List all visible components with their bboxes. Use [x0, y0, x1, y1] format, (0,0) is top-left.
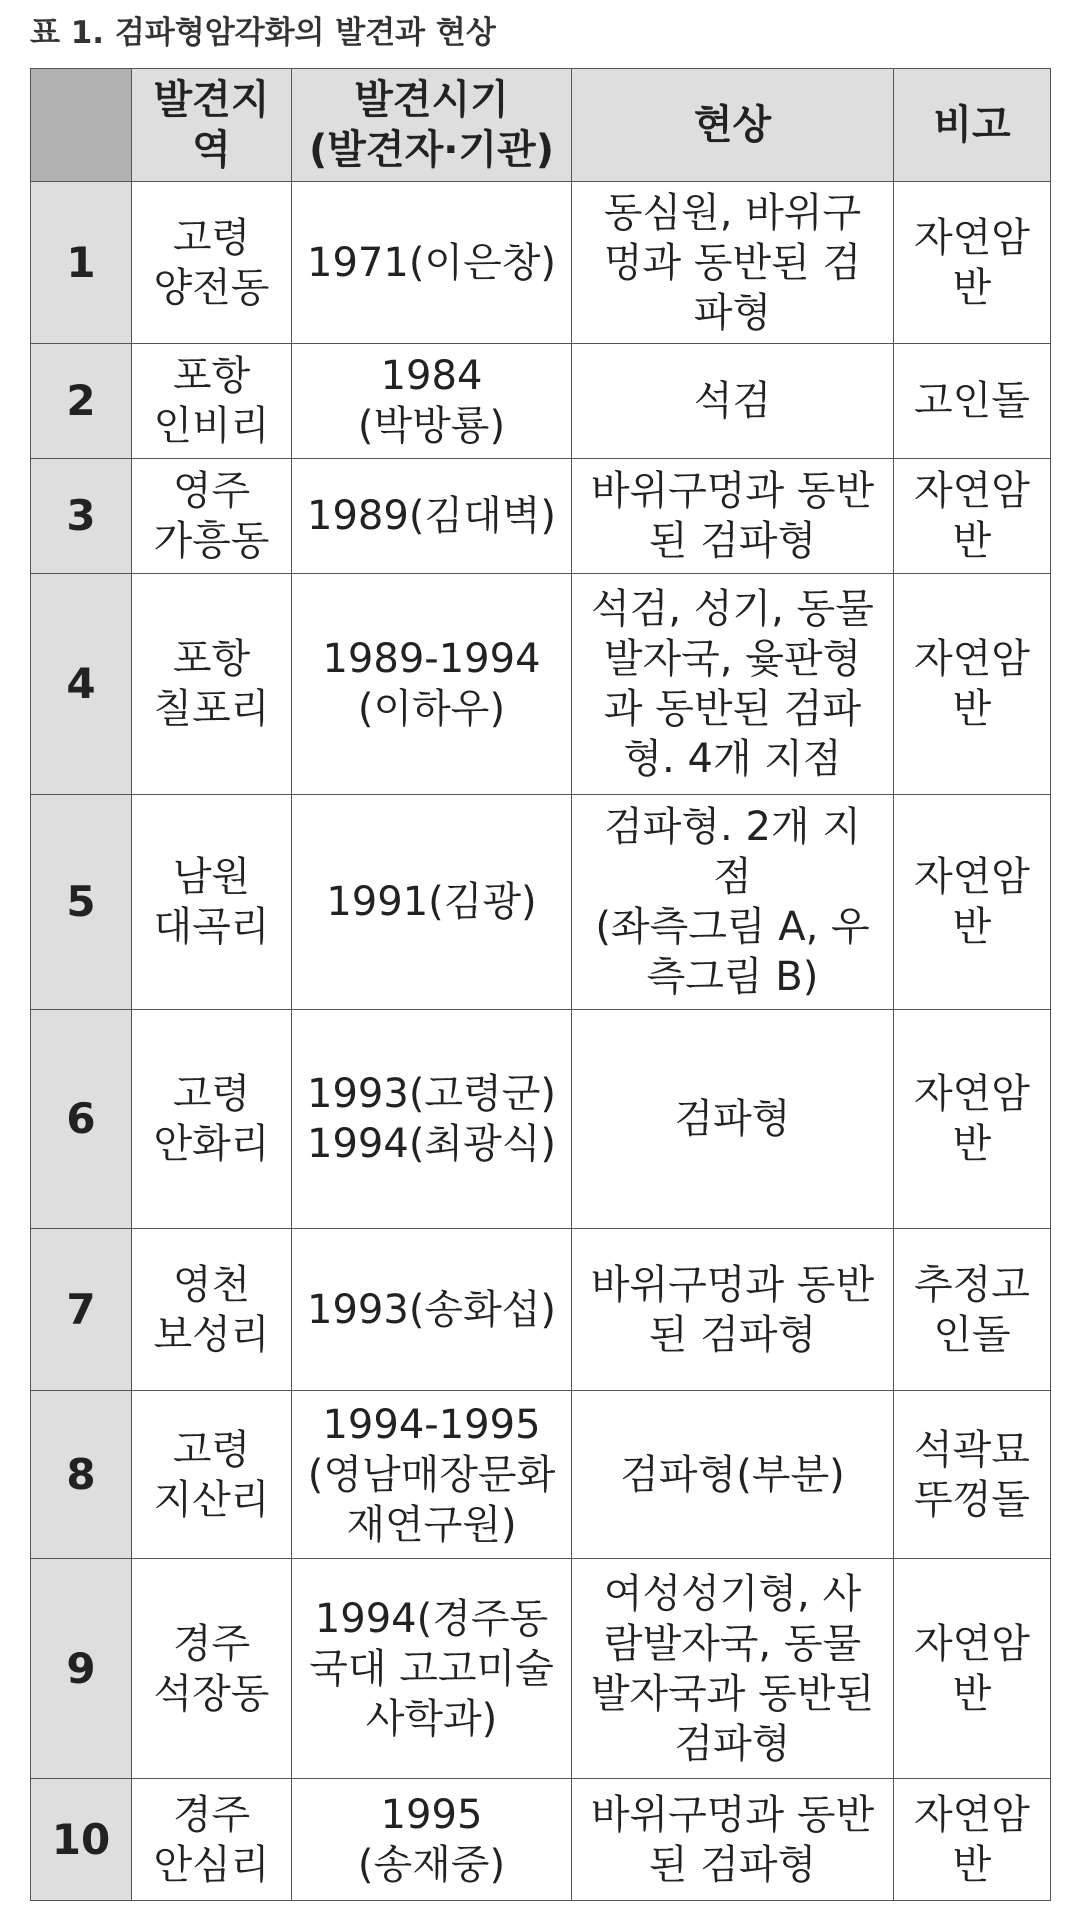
table-row	[31, 344, 1051, 459]
note-cell: 자연암반	[894, 795, 1051, 1010]
location-cell: 포항 인비리	[132, 344, 292, 459]
row-number: 6	[31, 1010, 132, 1229]
table-row	[31, 459, 1051, 574]
header-status: 현상	[572, 69, 894, 182]
location-cell: 영주 가흥동	[132, 459, 292, 574]
note-cell: 고인돌	[894, 344, 1051, 459]
discovery-cell: 1995 (송재중)	[292, 1779, 572, 1901]
table-header-row	[31, 69, 1051, 182]
note-cell: 자연암반	[894, 1779, 1051, 1901]
status-cell: 동심원, 바위구멍과 동반된 검파형	[572, 182, 894, 344]
status-cell: 석검, 성기, 동물발자국, 윷판형과 동반된 검파형. 4개 지점	[572, 574, 894, 795]
discovery-cell: 1971(이은창)	[292, 182, 572, 344]
status-cell: 바위구멍과 동반된 검파형	[572, 459, 894, 574]
note-cell: 자연암반	[894, 1010, 1051, 1229]
status-cell: 검파형(부분)	[572, 1391, 894, 1559]
row-number: 9	[31, 1559, 132, 1779]
status-cell: 바위구멍과 동반된 검파형	[572, 1229, 894, 1391]
status-cell: 검파형	[572, 1010, 894, 1229]
discovery-cell: 1994(경주동국대 고고미술사학과)	[292, 1559, 572, 1779]
location-cell: 남원 대곡리	[132, 795, 292, 1010]
header-note: 비고	[894, 69, 1051, 182]
row-number: 10	[31, 1779, 132, 1901]
row-number: 2	[31, 344, 132, 459]
table-row	[31, 182, 1051, 344]
table-row	[31, 1559, 1051, 1779]
status-cell: 여성성기형, 사람발자국, 동물발자국과 동반된 검파형	[572, 1559, 894, 1779]
header-corner-cell	[31, 69, 132, 182]
row-number: 8	[31, 1391, 132, 1559]
table-row	[31, 1010, 1051, 1229]
row-number: 7	[31, 1229, 132, 1391]
discovery-cell: 1993(송화섭)	[292, 1229, 572, 1391]
note-cell: 자연암반	[894, 182, 1051, 344]
row-number: 1	[31, 182, 132, 344]
location-cell: 고령 안화리	[132, 1010, 292, 1229]
note-cell: 자연암반	[894, 459, 1051, 574]
location-cell: 경주 석장동	[132, 1559, 292, 1779]
row-number: 3	[31, 459, 132, 574]
header-location: 발견지역	[132, 69, 292, 182]
row-number: 5	[31, 795, 132, 1010]
row-number: 4	[31, 574, 132, 795]
status-cell: 검파형. 2개 지점 (좌측그림 A, 우측그림 B)	[572, 795, 894, 1010]
discovery-cell: 1989-1994 (이하우)	[292, 574, 572, 795]
table-row	[31, 574, 1051, 795]
table-caption: 표 1. 검파형암각화의 발견과 현상	[30, 15, 496, 51]
note-cell: 석곽묘 뚜껑돌	[894, 1391, 1051, 1559]
table-row	[31, 1391, 1051, 1559]
discovery-cell: 1993(고령군) 1994(최광식)	[292, 1010, 572, 1229]
table-row	[31, 1229, 1051, 1391]
note-cell: 추정고인돌	[894, 1229, 1051, 1391]
status-cell: 바위구멍과 동반된 검파형	[572, 1779, 894, 1901]
note-cell: 자연암반	[894, 1559, 1051, 1779]
discovery-cell: 1989(김대벽)	[292, 459, 572, 574]
location-cell: 포항 칠포리	[132, 574, 292, 795]
location-cell: 고령 지산리	[132, 1391, 292, 1559]
note-cell: 자연암반	[894, 574, 1051, 795]
header-discovery: 발견시기 (발견자·기관)	[292, 69, 572, 182]
location-cell: 영천 보성리	[132, 1229, 292, 1391]
discovery-cell: 1984 (박방룡)	[292, 344, 572, 459]
location-cell: 고령 양전동	[132, 182, 292, 344]
table-row	[31, 795, 1051, 1010]
discovery-cell: 1991(김광)	[292, 795, 572, 1010]
discovery-cell: 1994-1995 (영남매장문화재연구원)	[292, 1391, 572, 1559]
location-cell: 경주 안심리	[132, 1779, 292, 1901]
discovery-table	[30, 68, 1051, 1901]
status-cell: 석검	[572, 344, 894, 459]
table-row	[31, 1779, 1051, 1901]
